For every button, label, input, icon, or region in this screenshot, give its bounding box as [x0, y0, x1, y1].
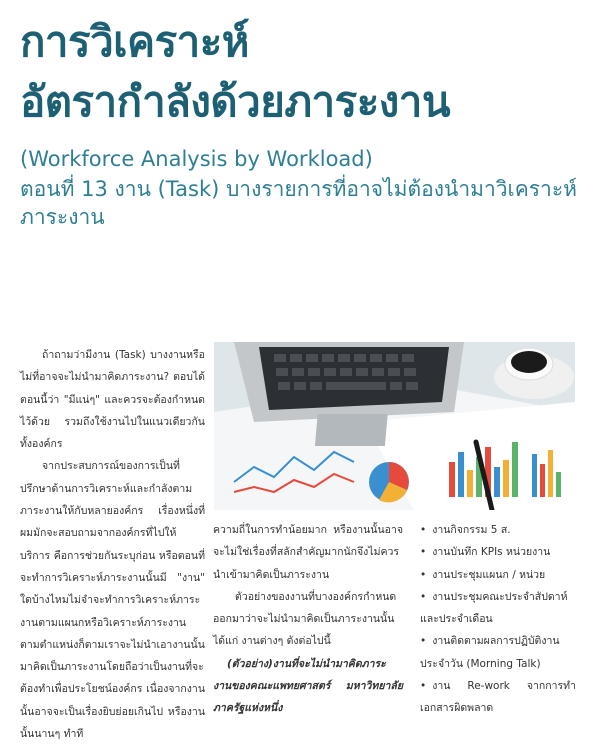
example-heading: (ตัวอย่าง)งานที่จะไม่นำมาคิดภาระงานของคณะแพทยศาสตร์ มหาวิทยาลัยภาครัฐแห่งหนึ่ง: [213, 657, 403, 715]
subtitle-thai: ตอนที่ 13 งาน (Task) บางรายการที่อาจไม่ต้องนำมาวิเคราะห์ภาระงาน: [20, 177, 577, 229]
list-item: • งานบันทึก KPIs หน่วยงาน: [406, 541, 576, 563]
photo-illustration: [214, 342, 575, 510]
list-item: • งานประชุมคณะประจำสัปดาห์และประจำเดือน: [406, 586, 576, 631]
article-column-3: [406, 519, 576, 720]
paragraph: ความถี่ในการทำน้อยมาก หรืองานนั้นอาจจะไม่ใช่เรื่องที่สลักสำคัญมากนักจึงไม่ควรนำเข้ามาคิดเป็นภาระงาน: [213, 524, 403, 581]
paragraph: จากประสบการณ์ของการเป็นที่ปรึกษาด้านการวิเคราะห์และกำลังตามภาระงานให้กับหลายองค์กร เรื่องหนึ่งที่ผมมักจะสอบถามจากองค์กรที่ไปให้บริการ คือการช่วยกันระบุก่อน หรือตอนที่จะทำการวิเคราะห์ภาระงานนั้นมี "งาน" ใดบ้างไหมไม่จำจะทำการวิเคราะห์ภาระงานตามแผนกหรือวิเคราะห์ภาระงานตามตำแหน่งก็ตามเราจะไม่นำเอางานนั้นมาคิดเป็นภาระงานโดยถือว่าเป็นงานที่จะต้องทำเพื่อประโยชน์องค์กร เนื่องจากงานนั้นอาจจะเป็นเรื่องยิบย่อยเกินไป หรืองานนั้นนานๆ ทำที: [20, 460, 205, 741]
list-item: • งานติดตามผลการปฏิบัติงานประจำวัน (Morning Talk): [406, 630, 576, 675]
list-item: • งาน Re-work จากการทำเอกสารผิดพลาด: [406, 675, 576, 720]
article-column-1: [20, 344, 205, 745]
paragraph: ถ้าถามว่ามีงาน (Task) บางงานหรือไม่ที่อาจจะไม่นำมาคิดภาระงาน? ตอบได้ตอนนี้ว่า "มีแน่ๆ" และควรจะต้องกำหนดไว้ด้วย รวมถึงใช้งานไปในแนวเดียวกันทั้งองค์กร: [20, 349, 205, 451]
list-item: • งานกิจกรรม 5 ส.: [406, 519, 576, 541]
list-item: • งานประชุมแผนก / หน่วย: [406, 564, 576, 586]
subtitle-english: (Workforce Analysis by Workload): [20, 147, 373, 171]
paragraph: ตัวอย่างของงานที่บางองค์กรกำหนดออกมาว่าจะไม่นำมาคิดเป็นภาระงานนั้นได้แก่ งานต่างๆ ดังต่อไปนี้: [213, 590, 397, 648]
article-column-2: [213, 519, 403, 720]
title-line-1: การวิเคราะห์: [20, 17, 249, 66]
article-title: [20, 12, 450, 132]
title-line-2: อัตรากำลังด้วยภาระงาน: [20, 77, 451, 126]
laptop-charts-photo: [214, 342, 575, 510]
